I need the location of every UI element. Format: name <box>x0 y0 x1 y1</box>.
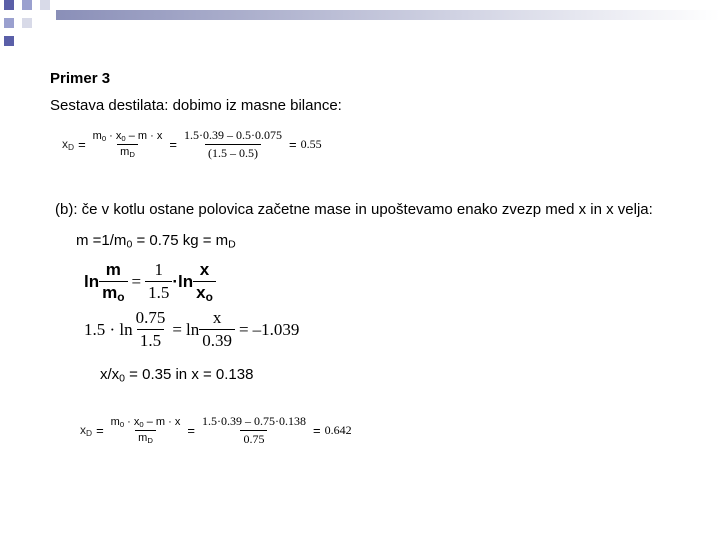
equation-ln-ratio: ln $\frac{m}{m_o}$ = $\frac{1}{1.5}$ ·ln $\frac{x}{x_o}$ <box>84 260 216 304</box>
equation-xd-2: $x_D$ = $\frac{m_0 \cdot x_0 - m \cdot x}{m_D}$ = $\frac{1.5\cdot 0.39 - 0.75\cdot 0.138}{0.75}$ = 0.642 <box>80 414 352 446</box>
slide-title: Primer 3 <box>50 70 111 87</box>
header-decoration <box>0 0 720 48</box>
text-line-3: $m =1/m_0 = 0.75$ kg = $m_D$ <box>76 232 236 251</box>
text-line-1: Sestava destilata: dobimo iz masne bilance: <box>50 97 342 114</box>
equation-ln-value: 1.5 · ln $\frac{0.75}{1.5}$ = ln $\frac{x}{0.39}$ = –1.039 <box>84 308 300 350</box>
text-line-4: $x/x_0 = 0.35$ in x = 0.138 <box>100 366 254 385</box>
equation-xd-1: $x_D$ = $\frac{m_0 \cdot x_0 - m \cdot x}{m_D}$ = $\frac{1.5\cdot 0.39 - 0.5\cdot 0.075}{(1.5 - 0.5)}$ = 0.55 <box>62 128 322 160</box>
text-line-2: (b): če v kotlu ostane polovica začetne mase in upoštevamo enako zvezp med x in x velja: <box>55 201 653 218</box>
